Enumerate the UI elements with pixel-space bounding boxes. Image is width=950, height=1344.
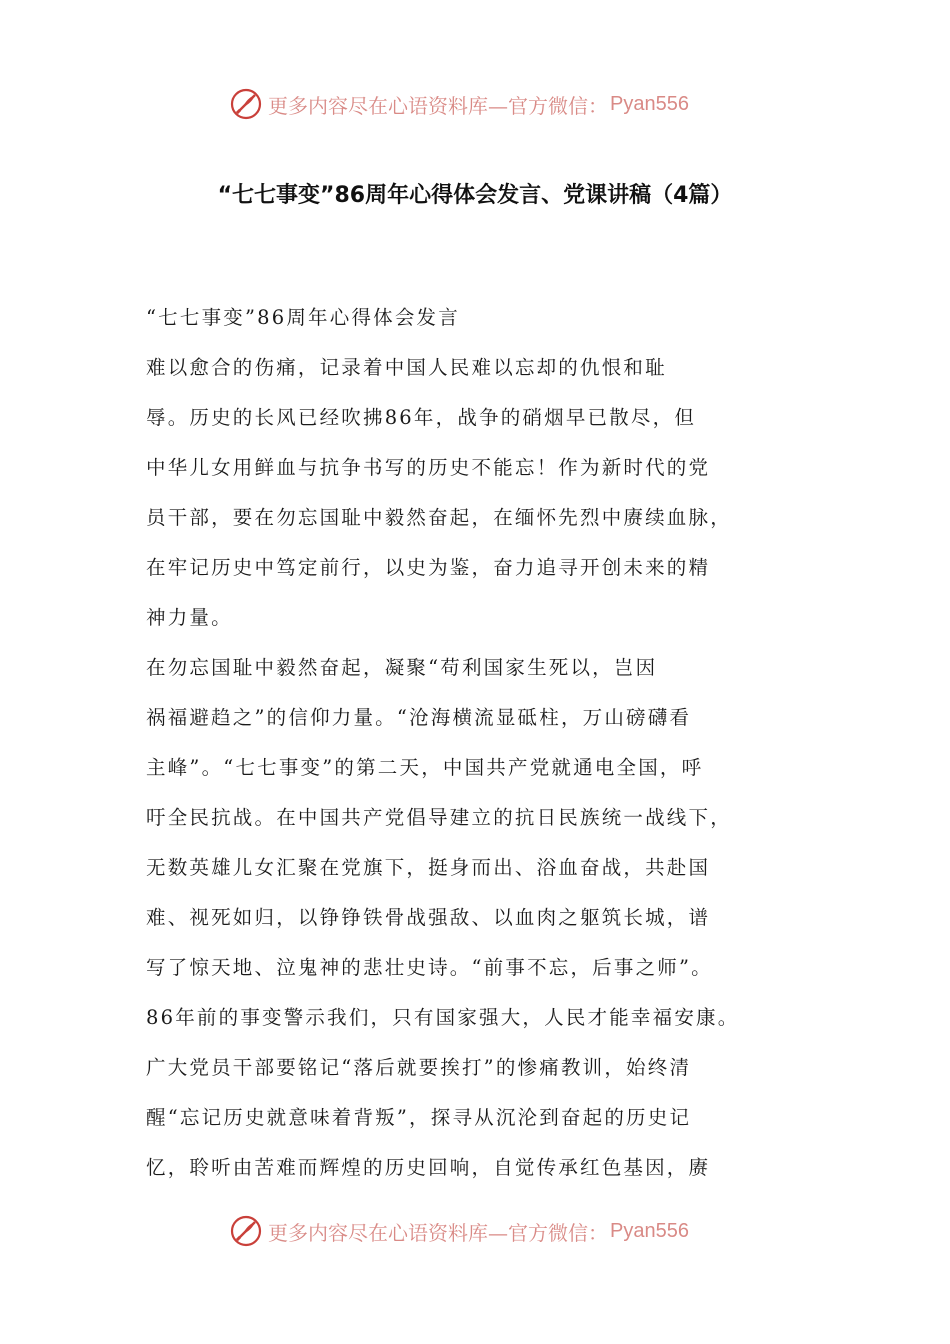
text-line: 中华儿女用鲜血与抗争书写的历史不能忘！作为新时代的党 (146, 456, 711, 479)
text-line: 醒“忘记历史就意味着背叛”，探寻从沉沦到奋起的历史记 (146, 1106, 692, 1129)
watermark-wechat-id: Pyan556 (610, 92, 689, 115)
text-line: 主峰”。“七七事变”的第二天，中国共产党就通电全国，呼 (146, 756, 704, 779)
quill-logo-icon (228, 1213, 264, 1249)
text-line: 难以愈合的伤痛，记录着中国人民难以忘却的仇恨和耻 (146, 356, 667, 379)
document-body (146, 293, 766, 1193)
watermark-wechat-id: Pyan556 (610, 1219, 689, 1242)
text-line: 吁全民抗战。在中国共产党倡导建立的抗日民族统一战线下， (146, 806, 732, 829)
text-line: 辱。历史的长风已经吹拂86年，战争的硝烟早已散尽，但 (146, 406, 697, 429)
text-line: 无数英雄儿女汇聚在党旗下，挺身而出、浴血奋战，共赴国 (146, 856, 711, 879)
section-heading: “七七事变”86周年心得体会发言 (146, 306, 460, 329)
footer-watermark (228, 1211, 728, 1251)
watermark-text: 更多内容尽在心语资料库—官方微信： (268, 93, 608, 118)
text-line: 广大党员干部要铭记“落后就要挨打”的惨痛教训，始终清 (146, 1056, 692, 1079)
header-watermark (228, 84, 728, 124)
watermark-text: 更多内容尽在心语资料库—官方微信： (268, 1220, 608, 1245)
text-line: 在牢记历史中笃定前行，以史为鉴，奋力追寻开创未来的精 (146, 556, 711, 579)
text-line: 祸福避趋之”的信仰力量。“沧海横流显砥柱，万山磅礴看 (146, 706, 692, 729)
document-title: “七七事变”86周年心得体会发言、党课讲稿（4篇） (217, 183, 733, 208)
text-line: 忆，聆听由苦难而辉煌的历史回响，自觉传承红色基因，赓 (146, 1156, 711, 1179)
quill-logo-icon (228, 86, 264, 122)
text-line: 难、视死如归，以铮铮铁骨战强敌、以血肉之躯筑长城，谱 (146, 906, 711, 929)
text-line: 写了惊天地、泣鬼神的悲壮史诗。“前事不忘，后事之师”。 (146, 956, 713, 979)
text-line: 86年前的事变警示我们，只有国家强大，人民才能幸福安康。 (146, 1006, 740, 1029)
text-line: 员干部，要在勿忘国耻中毅然奋起，在缅怀先烈中赓续血脉， (146, 506, 732, 529)
text-line: 神力量。 (146, 606, 233, 629)
text-line: 在勿忘国耻中毅然奋起，凝聚“苟利国家生死以，岂因 (146, 656, 658, 679)
